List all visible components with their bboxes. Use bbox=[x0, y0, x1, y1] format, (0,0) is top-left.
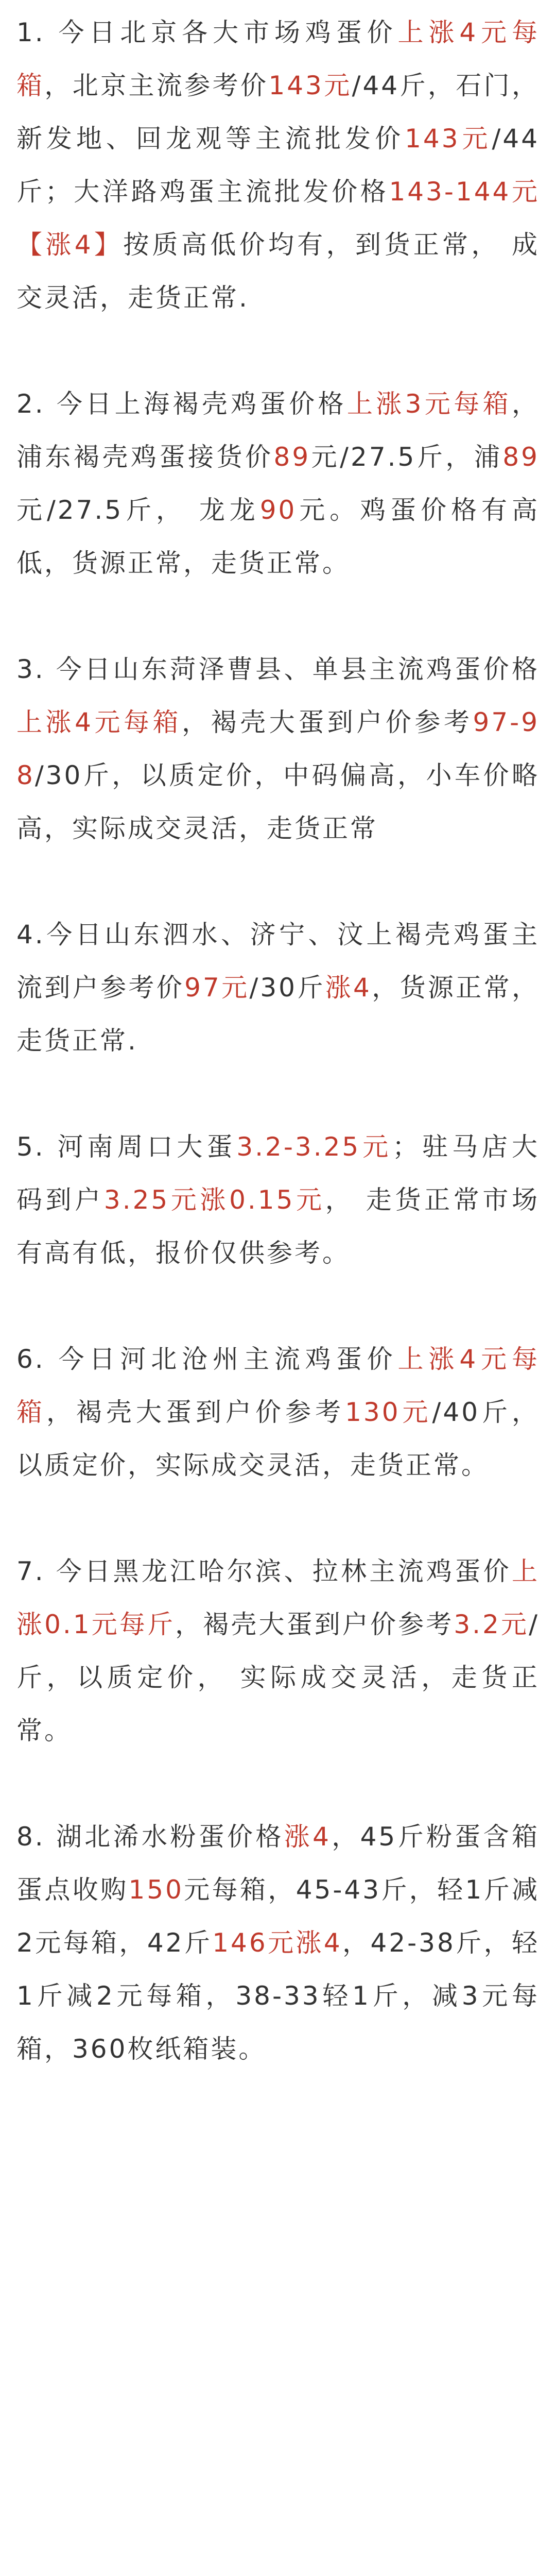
report-text: 元。鸡蛋价格有高低，货源正常，走货正常。 bbox=[16, 495, 540, 578]
report-text: 4.今日山东泗水、济宁、汶上褐壳鸡蛋主流到户参考价 bbox=[16, 920, 540, 1003]
highlighted-price-text: 上涨3元每箱 bbox=[346, 389, 512, 419]
market-report-paragraph-2 bbox=[16, 378, 540, 590]
report-text: 7. 今日黑龙江哈尔滨、拉林主流鸡蛋价 bbox=[16, 1556, 512, 1586]
report-text: 5. 河南周口大蛋 bbox=[16, 1132, 237, 1162]
report-text: 3. 今日山东菏泽曹县、单县主流鸡蛋价格 bbox=[16, 654, 540, 684]
report-text: 6. 今日河北沧州主流鸡蛋价 bbox=[16, 1344, 398, 1374]
highlighted-price-text: 涨4 bbox=[325, 973, 372, 1003]
report-text: ；驻马店大码到户 bbox=[16, 1132, 540, 1215]
report-text: 元/27.5斤， 龙龙 bbox=[16, 495, 260, 525]
report-text: ，42-38斤，轻1斤减2元每箱，38-33轻1斤，减3元每箱，360枚纸箱装。 bbox=[16, 1928, 540, 2064]
highlighted-price-text: 89 bbox=[273, 442, 311, 472]
market-report-paragraph-6 bbox=[16, 1333, 540, 1492]
highlighted-price-text: 3.2-3.25元 bbox=[236, 1132, 393, 1162]
market-report-paragraph-3 bbox=[16, 643, 540, 855]
report-text: /30斤，以质定价，中码偏高，小车价略高，实际成交灵活，走货正常 bbox=[16, 760, 540, 843]
highlighted-price-text: 上涨4元每箱 bbox=[16, 1344, 540, 1427]
highlighted-price-text: 涨4 bbox=[284, 1822, 331, 1852]
highlighted-price-text: 146元涨4 bbox=[212, 1928, 342, 1958]
report-text: 元每箱，45-43斤，轻1斤减2元每箱，42斤 bbox=[16, 1875, 540, 1958]
highlighted-price-text: 上涨4元每箱 bbox=[16, 707, 182, 737]
highlighted-price-text: 143元 bbox=[268, 71, 352, 100]
market-report-paragraph-4 bbox=[16, 908, 540, 1067]
highlighted-price-text: 143元 bbox=[405, 124, 492, 154]
report-text: ，货源正常，走货正常. bbox=[16, 973, 540, 1056]
highlighted-price-text: 89 bbox=[502, 442, 540, 472]
highlighted-price-text: 上涨0.1元每斤 bbox=[16, 1556, 540, 1639]
report-text: /44斤，石门，新发地、回龙观等主流批发价 bbox=[16, 71, 540, 154]
report-text: /40斤， 以质定价，实际成交灵活，走货正常。 bbox=[16, 1397, 540, 1480]
market-report-paragraph-1 bbox=[16, 6, 540, 325]
market-report-paragraph-8 bbox=[16, 1810, 540, 2076]
highlighted-price-text: 上涨4元每箱 bbox=[16, 18, 540, 100]
report-text: ，褐壳大蛋到户价参考 bbox=[175, 1609, 454, 1639]
market-report-paragraph-5 bbox=[16, 1121, 540, 1280]
report-text: ，45斤粉蛋含箱蛋点收购 bbox=[16, 1822, 540, 1905]
report-text: ，褐壳大蛋到户价参考 bbox=[46, 1397, 345, 1427]
highlighted-price-text: 97元 bbox=[184, 973, 250, 1003]
report-text: ，北京主流参考价 bbox=[44, 71, 269, 100]
highlighted-price-text: 3.2元 bbox=[454, 1609, 529, 1639]
highlighted-price-text: 150 bbox=[128, 1875, 184, 1905]
report-text: ，褐壳大蛋到户价参考 bbox=[182, 707, 473, 737]
highlighted-price-text: 3.25元涨0.15元 bbox=[103, 1185, 325, 1215]
report-text: 2. 今日上海褐壳鸡蛋价格 bbox=[16, 389, 347, 419]
report-text: 按质高低价均有，到货正常， 成交灵活，走货正常. bbox=[16, 230, 540, 313]
report-text: /斤，以质定价， 实际成交灵活，走货正常。 bbox=[16, 1609, 540, 1745]
highlighted-price-text: 90 bbox=[259, 495, 297, 525]
report-text: ，浦东褐壳鸡蛋接货价 bbox=[16, 389, 540, 472]
report-text: /44斤；大洋路鸡蛋主流批发价格 bbox=[16, 124, 540, 207]
highlighted-price-text: 143-144元【涨4】 bbox=[16, 177, 540, 260]
report-text: 8. 湖北浠水粉蛋价格 bbox=[16, 1822, 284, 1852]
report-text: 1. 今日北京各大市场鸡蛋价 bbox=[16, 18, 398, 47]
highlighted-price-text: 97-98 bbox=[16, 707, 540, 790]
market-report-paragraph-7 bbox=[16, 1545, 540, 1757]
report-text: /30斤 bbox=[249, 973, 325, 1003]
highlighted-price-text: 130元 bbox=[345, 1397, 432, 1427]
report-text: 元/27.5斤，浦 bbox=[310, 442, 503, 472]
report-text: ， 走货正常市场有高有低，报价仅供参考。 bbox=[16, 1185, 540, 1268]
